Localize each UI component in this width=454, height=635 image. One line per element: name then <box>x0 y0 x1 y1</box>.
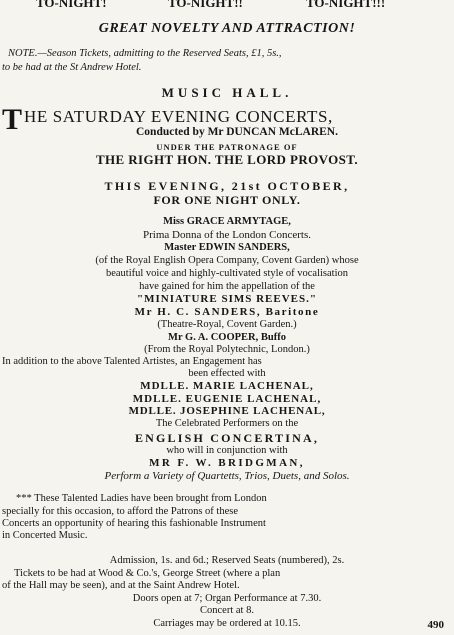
admission-line: Admission, 1s. and 6d.; Reserved Seats (numbered), 2s. <box>109 555 345 566</box>
conductor-line: Conducted by Mr DUNCAN McLAREN. <box>136 126 338 138</box>
performer-line: Perform a Variety of Quartetts, Trios, Duets, and Solos. <box>104 470 350 482</box>
performer-line: (Theatre-Royal, Covent Garden.) <box>157 319 297 330</box>
performer-line: Mr H. C. SANDERS, Baritone <box>134 306 320 318</box>
performer-line: Miss GRACE ARMYTAGE, <box>163 216 291 227</box>
performer-line: have gained for him the appellation of the <box>139 281 315 292</box>
patronage-line: UNDER THE PATRONAGE OF <box>156 142 298 152</box>
admission-line: Concert at 8. <box>200 605 254 616</box>
performer-line: beautiful voice and highly-cultivated style of vocalisation <box>105 268 348 279</box>
page-number: 490 <box>427 619 444 631</box>
performer-line: Master EDWIN SANDERS, <box>164 242 290 253</box>
notice-line: in Concerted Music. <box>2 530 88 541</box>
admission-line: Doors open at 7; Organ Performance at 7.30. <box>132 593 322 604</box>
performer-line: The Celebrated Performers on the <box>155 418 299 429</box>
provost-line: THE RIGHT HON. THE LORD PROVOST. <box>95 152 359 167</box>
performer-line: Prima Donna of the London Concerts. <box>142 229 312 241</box>
tonight-3: TO-NIGHT!!! <box>306 0 386 10</box>
novelty-heading: GREAT NOVELTY AND ATTRACTION! <box>98 21 356 36</box>
notice-line: *** These Talented Ladies have been brought from London <box>16 493 267 504</box>
date-line-1: THIS EVENING, 21st OCTOBER, <box>104 179 350 193</box>
performer-line: Mr G. A. COOPER, Buffo <box>168 332 286 343</box>
performer-line: MR F. W. BRIDGMAN, <box>149 457 305 469</box>
note-line-1: NOTE.—Season Tickets, admitting to the Reserved Seats, £1, 5s., <box>8 48 282 59</box>
performer-line: (of the Royal English Opera Company, Covent Garden) whose <box>95 255 359 266</box>
performer-line: ENGLISH CONCERTINA, <box>134 431 320 445</box>
admission-line: of the Hall may be seen), and at the Saint Andrew Hotel. <box>2 580 240 591</box>
performer-line: In addition to the above Talented Artistes, an Engagement has <box>2 356 262 367</box>
tonight-2: TO-NIGHT!! <box>168 0 243 10</box>
notice-line: specially for this occasion, to afford the Patrons of these <box>2 506 238 517</box>
performer-line: MDLLE. JOSEPHINE LACHENAL, <box>128 405 326 417</box>
date-line-2: FOR ONE NIGHT ONLY. <box>153 193 301 207</box>
tonight-1: TO-NIGHT! <box>36 0 107 10</box>
title-dropcap: T <box>2 103 23 136</box>
title-text: HE SATURDAY EVENING CONCERTS, <box>24 107 333 126</box>
performer-line: "MINIATURE SIMS REEVES." <box>137 293 317 305</box>
admission-line: Carriages may be ordered at 10.15. <box>153 618 301 629</box>
notice-line: Concerts an opportunity of hearing this fashionable Instrument <box>2 518 266 529</box>
note-line-2: to be had at the St Andrew Hotel. <box>2 62 142 73</box>
performer-line: MDLLE. EUGENIE LACHENAL, <box>132 393 322 405</box>
hall-heading: MUSIC HALL. <box>161 85 293 100</box>
performer-line: been effected with <box>188 368 266 379</box>
performer-line: (From the Royal Polytechnic, London.) <box>144 344 310 355</box>
admission-line: Tickets to be had at Wood & Co.'s, George Street (where a plan <box>14 568 281 579</box>
performer-line: who will in conjunction with <box>166 445 288 456</box>
performer-line: MDLLE. MARIE LACHENAL, <box>140 380 314 392</box>
